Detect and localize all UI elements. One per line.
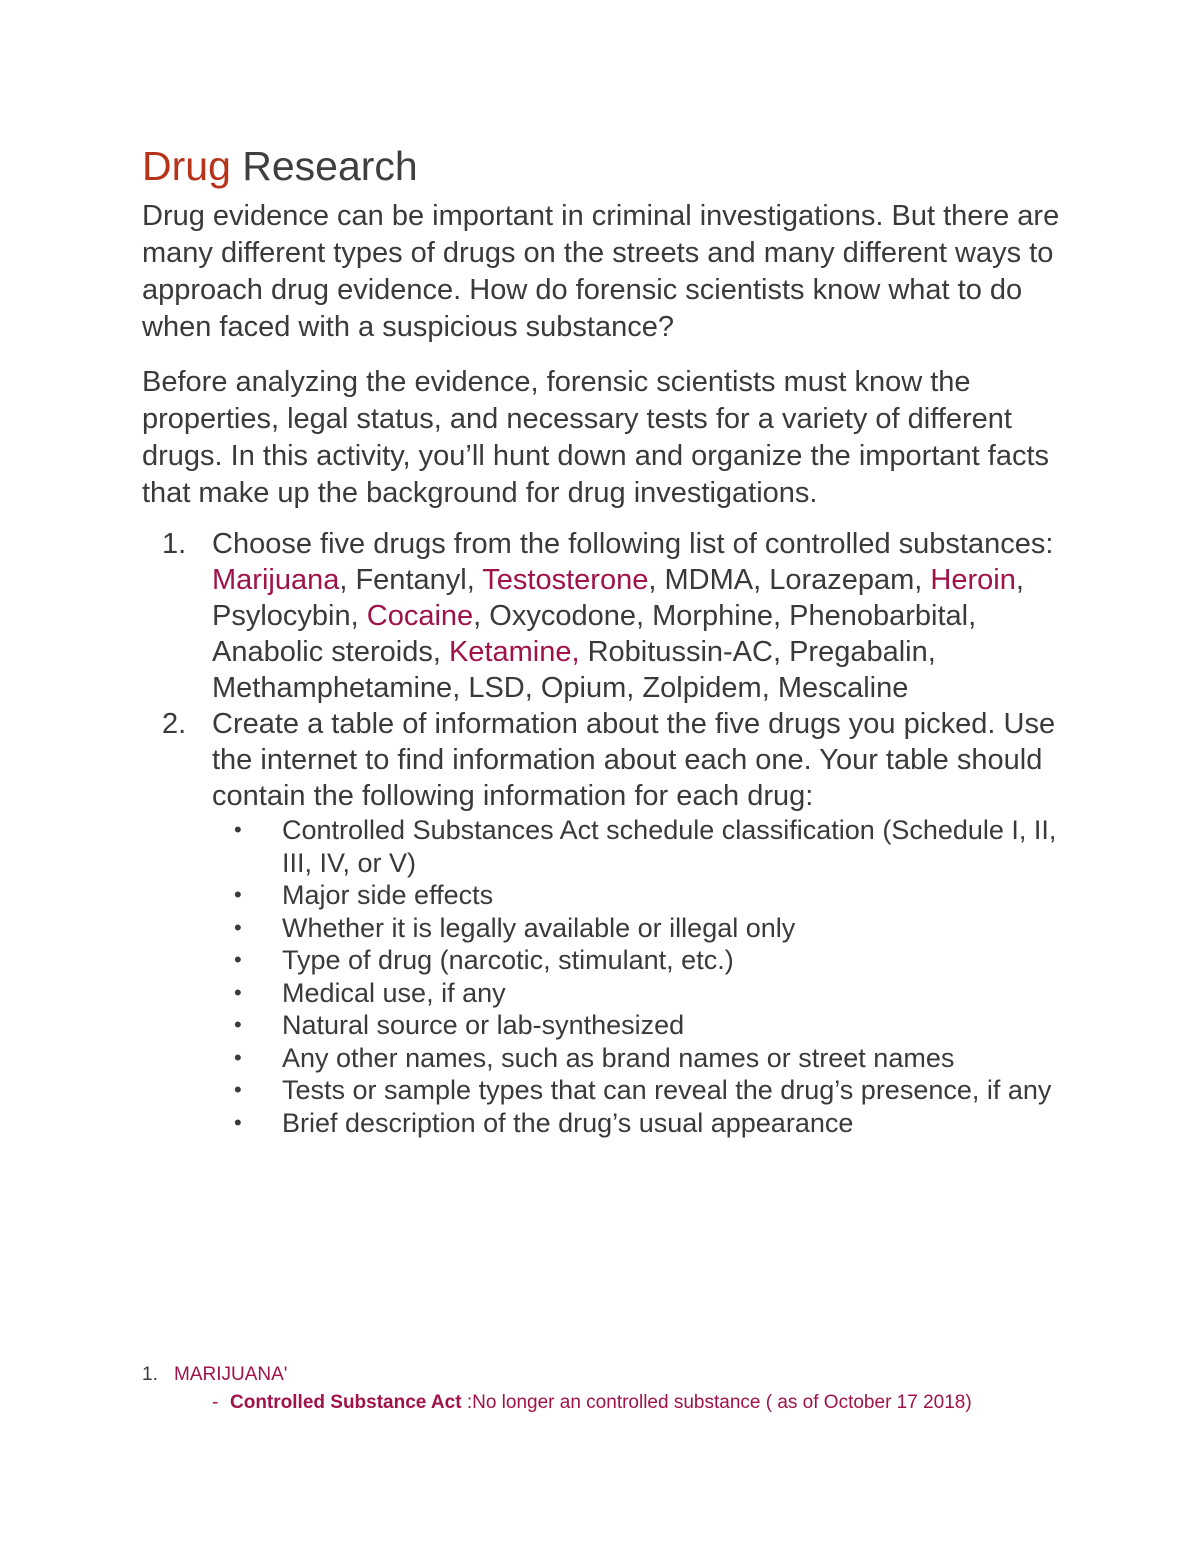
drug-separator: , <box>914 564 931 596</box>
drug-separator: , <box>927 636 936 668</box>
bullet-dot: • <box>234 1044 242 1070</box>
bullet-dot: • <box>234 882 242 907</box>
drug-name: Zolpidem <box>642 672 762 704</box>
drug-name: Phenobarbital <box>789 600 969 632</box>
drug-name: Cocaine <box>366 600 474 632</box>
drug-separator: , <box>761 672 778 704</box>
drug-list <box>212 564 1024 704</box>
info-bullet-item <box>212 1009 1072 1042</box>
answer-item-1 <box>142 1362 1072 1388</box>
context-paragraph: Before analyzing the evidence, forensic scientists must know the properties, legal status, and necessary tests for a variety of different drugs. In this activity, you’ll hunt down and organize the important facts that make up the background for drug investigations. <box>142 366 1050 509</box>
bullet-text: Major side effects <box>282 880 494 910</box>
drug-name: Anabolic steroids <box>212 636 433 668</box>
info-bullet-item <box>212 814 1072 879</box>
drug-name: Oxycodone <box>489 600 636 632</box>
drug-separator: , <box>466 564 483 596</box>
drug-separator: , <box>626 672 643 704</box>
answer-drug-name: MARIJUANA' <box>174 1364 288 1385</box>
drug-name: MDMA <box>664 564 754 596</box>
drug-separator: , <box>432 636 449 668</box>
drug-name: Testosterone <box>482 564 649 596</box>
bullet-text: Type of drug (narcotic, stimulant, etc.) <box>282 945 734 975</box>
bullet-text: Any other names, such as brand names or street names <box>282 1042 955 1073</box>
drug-separator: , <box>772 636 790 668</box>
bullet-dot: • <box>234 817 242 842</box>
drug-separator <box>580 636 588 668</box>
drug-name: Fentanyl <box>355 564 467 596</box>
answer-number: 1. <box>142 1364 158 1385</box>
drug-name: Ketamine, <box>448 636 580 668</box>
bullet-dot: • <box>234 979 242 1005</box>
drug-name: Marijuana <box>212 564 340 596</box>
bullet-dot: • <box>234 1012 242 1037</box>
item-intro: Choose five drugs from the following list of controlled substances: <box>212 528 1054 560</box>
document-title <box>142 140 1072 192</box>
answer-sub-text: :No longer an controlled substance ( as of October 17 2018) <box>461 1392 972 1413</box>
answer-subitem <box>142 1390 1072 1416</box>
instruction-list <box>142 526 1072 1139</box>
drug-separator: , <box>1015 564 1024 596</box>
bullet-dot: • <box>234 1109 242 1135</box>
drug-name: Robitussin-AC <box>587 636 773 668</box>
info-bullet-item <box>212 1074 1072 1107</box>
drug-name: Mescaline <box>777 672 909 704</box>
bullet-text: Natural source or lab-synthesized <box>282 1010 685 1040</box>
drug-separator: , <box>524 672 541 704</box>
bullet-dot: • <box>234 1077 242 1102</box>
bullet-text: Whether it is legally available or illegal only <box>282 912 796 943</box>
drug-separator: , <box>648 564 665 596</box>
bullet-text: Brief description of the drug’s usual appearance <box>282 1107 854 1138</box>
drug-separator: , <box>635 600 653 632</box>
drug-name: Methamphetamine <box>212 672 453 704</box>
drug-separator: , <box>339 564 356 596</box>
answer-section <box>142 1362 1072 1416</box>
answer-sub-label: Controlled Substance Act <box>230 1392 462 1413</box>
info-bullet-item <box>212 912 1072 945</box>
drug-separator: , <box>753 564 770 596</box>
info-bullet-item <box>212 1107 1072 1140</box>
dash-marker: - <box>212 1392 219 1413</box>
drug-name: Heroin <box>930 564 1016 596</box>
title-accent: Drug <box>142 143 231 189</box>
info-bullet-item <box>212 1042 1072 1075</box>
drug-name: LSD <box>468 672 525 704</box>
drug-name: Opium <box>540 672 627 704</box>
info-bullet-item <box>212 879 1072 912</box>
item-number: 2. <box>162 708 187 740</box>
bullet-text: Controlled Substances Act schedule classification (Schedule I, II, III, IV, or V) <box>282 815 1057 878</box>
bullet-dot: • <box>234 947 242 972</box>
instruction-item-2 <box>142 706 1072 1139</box>
document-body <box>142 140 1072 1139</box>
bullet-text: Tests or sample types that can reveal the drug’s presence, if any <box>282 1075 1052 1105</box>
drug-separator: , <box>968 600 977 632</box>
bullet-text: Medical use, if any <box>282 977 506 1008</box>
info-bullet-item <box>212 977 1072 1010</box>
drug-name: Psylocybin <box>212 600 351 632</box>
intro-paragraph: Drug evidence can be important in criminal investigations. But there are many different types of drugs on the streets and many different ways to approach drug evidence. How do forensic scientists know what to do when faced with a suspicious substance? <box>142 200 1060 343</box>
drug-separator: , <box>473 600 490 632</box>
item-number: 1. <box>162 528 187 560</box>
drug-separator: , <box>350 600 367 632</box>
bullet-dot: • <box>234 914 242 940</box>
drug-name: Morphine <box>652 600 774 632</box>
item-text: Create a table of information about the five drugs you picked. Use the internet to find information about each one. Your table should contain the following information for each drug: <box>212 708 1056 812</box>
info-bullet-item <box>212 944 1072 977</box>
info-bullet-list <box>212 814 1072 1139</box>
drug-separator: , <box>452 672 469 704</box>
drug-name: Pregabalin <box>789 636 928 668</box>
drug-name: Lorazepam <box>769 564 915 596</box>
instruction-item-1 <box>142 526 1072 706</box>
drug-separator: , <box>773 600 790 632</box>
title-rest: Research <box>230 143 418 189</box>
